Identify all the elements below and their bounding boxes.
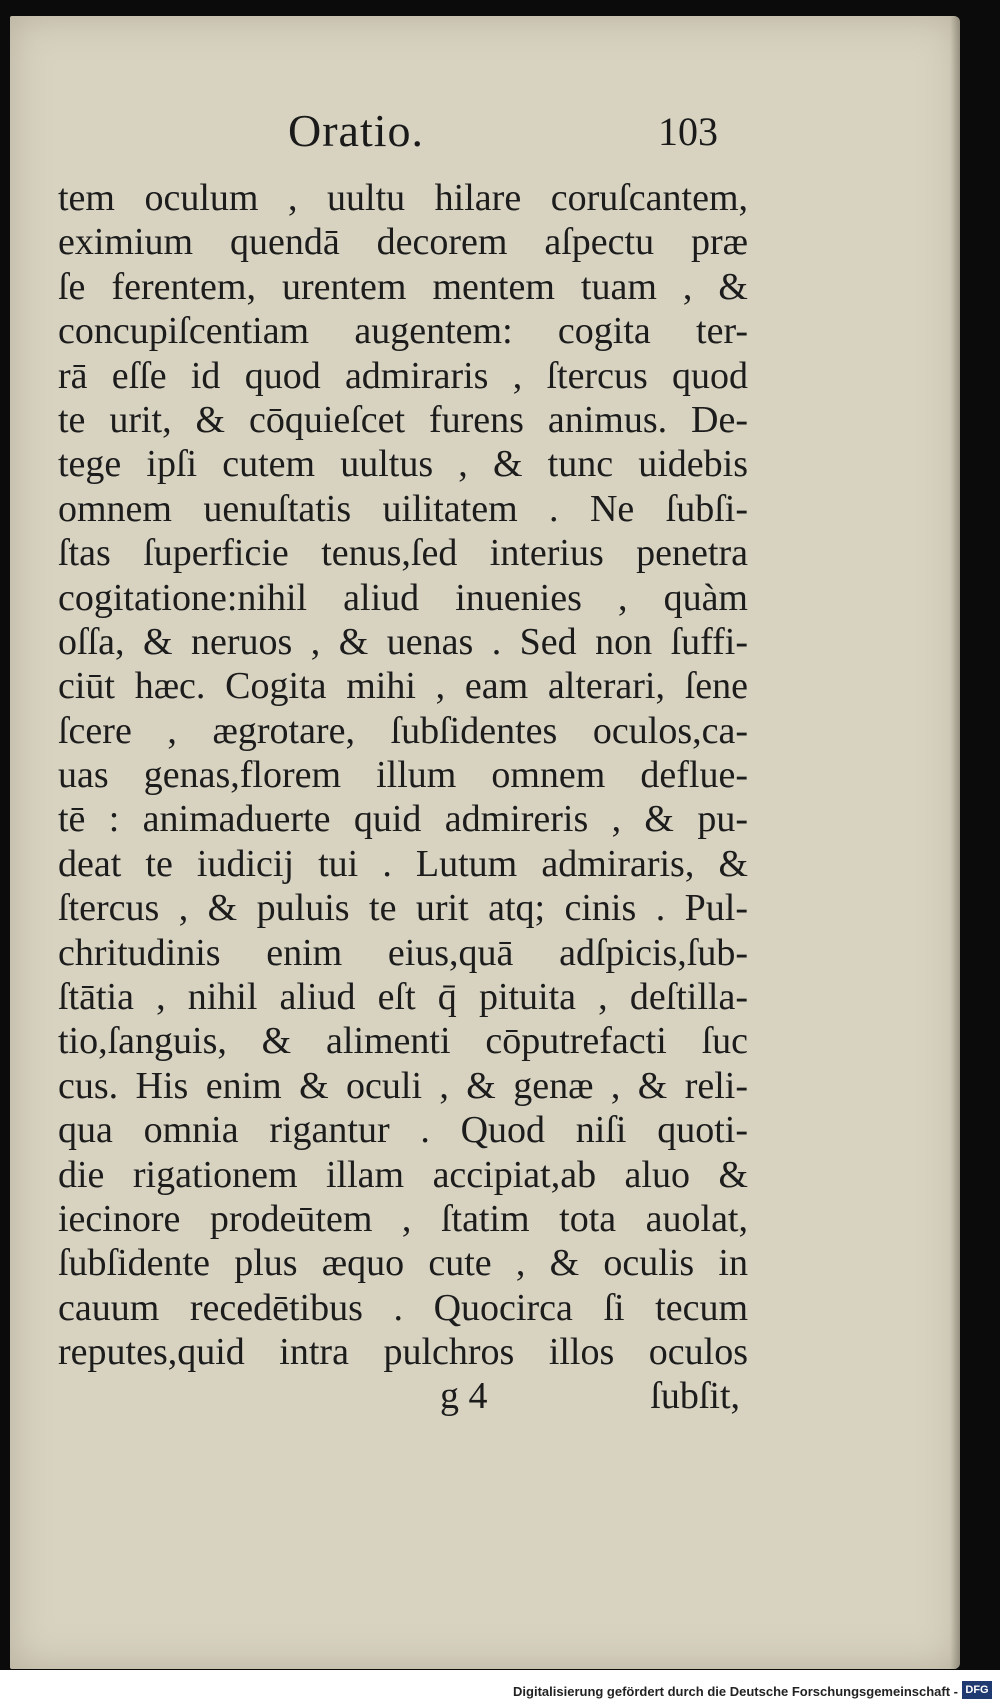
digitization-credit-bar [0,1670,1000,1708]
text-line: ſtas ſuperficie tenus,ſed interius penetra [58,532,748,575]
text-line: tege ipſi cutem uultus , & tunc uidebis [58,443,748,486]
digitization-credit: Digitalisierung gefördert durch die Deutsche Forschungsgemeinschaft - [513,1684,958,1699]
running-title: Oratio. [288,105,425,156]
text-line: cogitatione:nihil aliud inuenies , quàm [58,576,748,619]
page-header [288,104,718,174]
text-line: tē : animaduerte quid admireris , & pu- [58,798,748,841]
text-line: tio,ſanguis, & alimenti cōputrefacti ſuc [58,1020,748,1063]
dfg-logo: DFG [962,1681,992,1699]
text-line: ſe ferentem, urentem mentem tuam , & [58,265,748,308]
text-line: rā eſſe id quod admiraris , ſtercus quod [58,354,748,397]
text-line: ſtātia , nihil aliud eſt q̄ pituita , deſtilla- [58,976,748,1019]
text-line: oſſa, & neruos , & uenas . Sed non ſuffi- [58,620,748,663]
page-number: 103 [658,109,718,154]
text-line: ſubſidente plus æquo cute , & oculis in [58,1242,748,1285]
text-line: reputes,quid intra pulchros illos oculos [58,1331,748,1374]
text-line: qua omnia rigantur . Quod niſi quoti- [58,1109,748,1152]
text-line: ſtercus , & puluis te urit atq; cinis . Pul- [58,887,748,930]
text-line: chritudinis enim eius,quā adſpicis,ſub- [58,931,748,974]
text-line: deat te iudicij tui . Lutum admiraris, & [58,842,748,885]
page-footer [440,1374,740,1434]
page-edge-shadow [950,16,960,1669]
text-line: ſcere , ægrotare, ſubſidentes oculos,ca- [58,709,748,752]
catchword: ſubſit, [650,1375,740,1417]
text-line: omnem uenuſtatis uilitatem . Ne ſubſi- [58,487,748,530]
book-page [10,16,960,1669]
text-line: cus. His enim & oculi , & genæ , & reli- [58,1064,748,1107]
text-line: die rigationem illam accipiat,ab aluo & [58,1153,748,1196]
text-line: uas genas,florem illum omnem deflue- [58,754,748,797]
text-line: iecinore prodeūtem , ſtatim tota auolat, [58,1197,748,1240]
signature-mark: g 4 [440,1375,488,1417]
text-line: tem oculum , uultu hilare coruſcantem, [58,177,748,219]
text-line: eximium quendā decorem aſpectu præ [58,221,748,264]
text-line: ciūt hæc. Cogita mihi , eam alterari, ſene [58,665,748,708]
body-text [58,176,748,1375]
text-line: concupiſcentiam augentem: cogita ter- [58,310,748,353]
text-line: cauum recedētibus . Quocirca ſi tecum [58,1286,748,1329]
text-line: te urit, & cōquieſcet furens animus. De- [58,398,748,441]
